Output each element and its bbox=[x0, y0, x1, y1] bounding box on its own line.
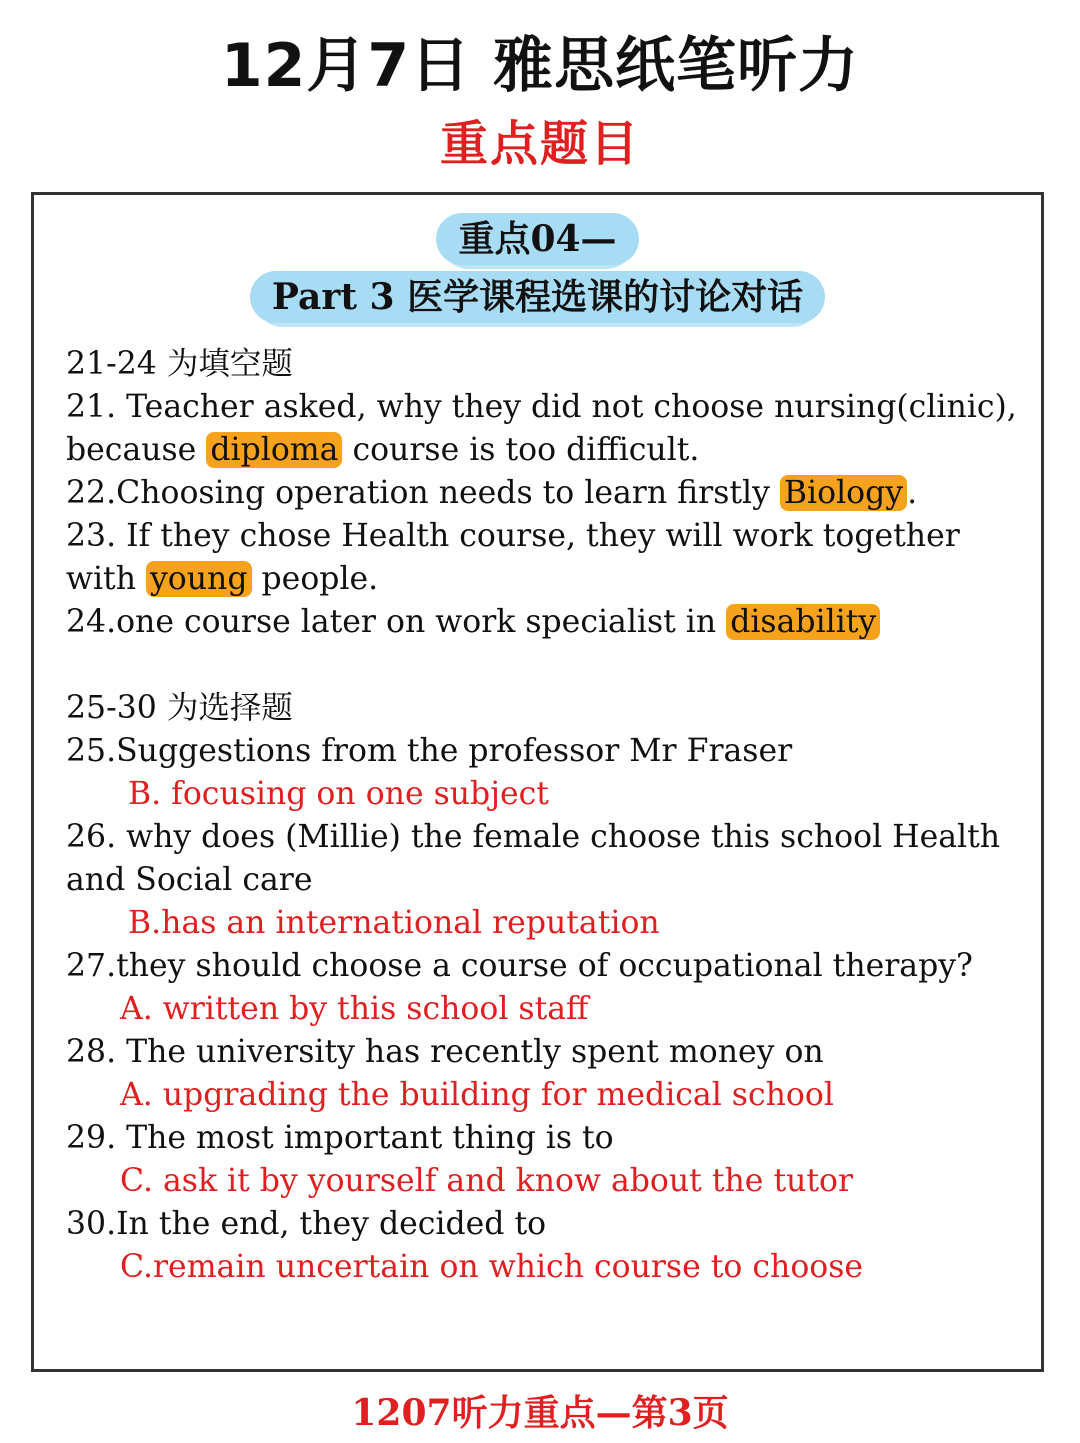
section-label: 重点04— bbox=[442, 213, 632, 265]
question-29: 29. The most important thing is to bbox=[66, 1120, 614, 1156]
multiple-choice-heading: 25-30 为选择题 bbox=[66, 690, 293, 726]
question-27: 27.they should choose a course of occupational therapy? bbox=[66, 948, 973, 984]
answer-29: C. ask it by yourself and know about the tutor bbox=[120, 1163, 854, 1199]
answer-21-highlight: diploma bbox=[206, 432, 342, 468]
question-26-line2: and Social care bbox=[66, 862, 313, 898]
content-box bbox=[31, 192, 1044, 1372]
question-26-line1: 26. why does (Millie) the female choose this school Health bbox=[66, 819, 1001, 855]
question-24: 24.one course later on work specialist in disability bbox=[66, 601, 1021, 644]
page-title: 12月7日 雅思纸笔听力 bbox=[220, 31, 860, 101]
spacer bbox=[66, 644, 1021, 687]
answer-23-highlight: young bbox=[146, 561, 252, 597]
answer-27: A. written by this school staff bbox=[120, 991, 589, 1027]
question-28: 28. The university has recently spent money on bbox=[66, 1034, 824, 1070]
section-topic: Part 3 医学课程选课的讨论对话 bbox=[256, 271, 819, 323]
answer-22-highlight: Biology bbox=[780, 475, 907, 511]
question-23-line1: 23. If they chose Health course, they will work together bbox=[66, 518, 960, 554]
section-heading bbox=[34, 213, 1041, 323]
page-footer: 1207听力重点—第3页 bbox=[351, 1392, 729, 1434]
answer-30: C.remain uncertain on which course to choose bbox=[120, 1249, 864, 1285]
question-21-line1: 21. Teacher asked, why they did not choose nursing(clinic), bbox=[66, 389, 1017, 425]
question-30: 30.In the end, they decided to bbox=[66, 1206, 547, 1242]
answer-26: B.has an international reputation bbox=[128, 905, 660, 941]
question-23-line2: with young people. bbox=[66, 561, 379, 597]
question-list bbox=[66, 343, 1021, 1289]
question-22: 22.Choosing operation needs to learn firstly Biology . bbox=[66, 475, 918, 511]
answer-28: A. upgrading the building for medical school bbox=[120, 1077, 834, 1113]
question-21-line2: because diploma course is too difficult. bbox=[66, 432, 700, 468]
page-subtitle: 重点题目 bbox=[439, 116, 640, 172]
fill-blank-heading: 21-24 为填空题 bbox=[66, 346, 293, 382]
answer-24-highlight: disability bbox=[726, 604, 880, 640]
question-25: 25.Suggestions from the professor Mr Fraser bbox=[66, 733, 793, 769]
answer-25: B. focusing on one subject bbox=[128, 776, 549, 812]
